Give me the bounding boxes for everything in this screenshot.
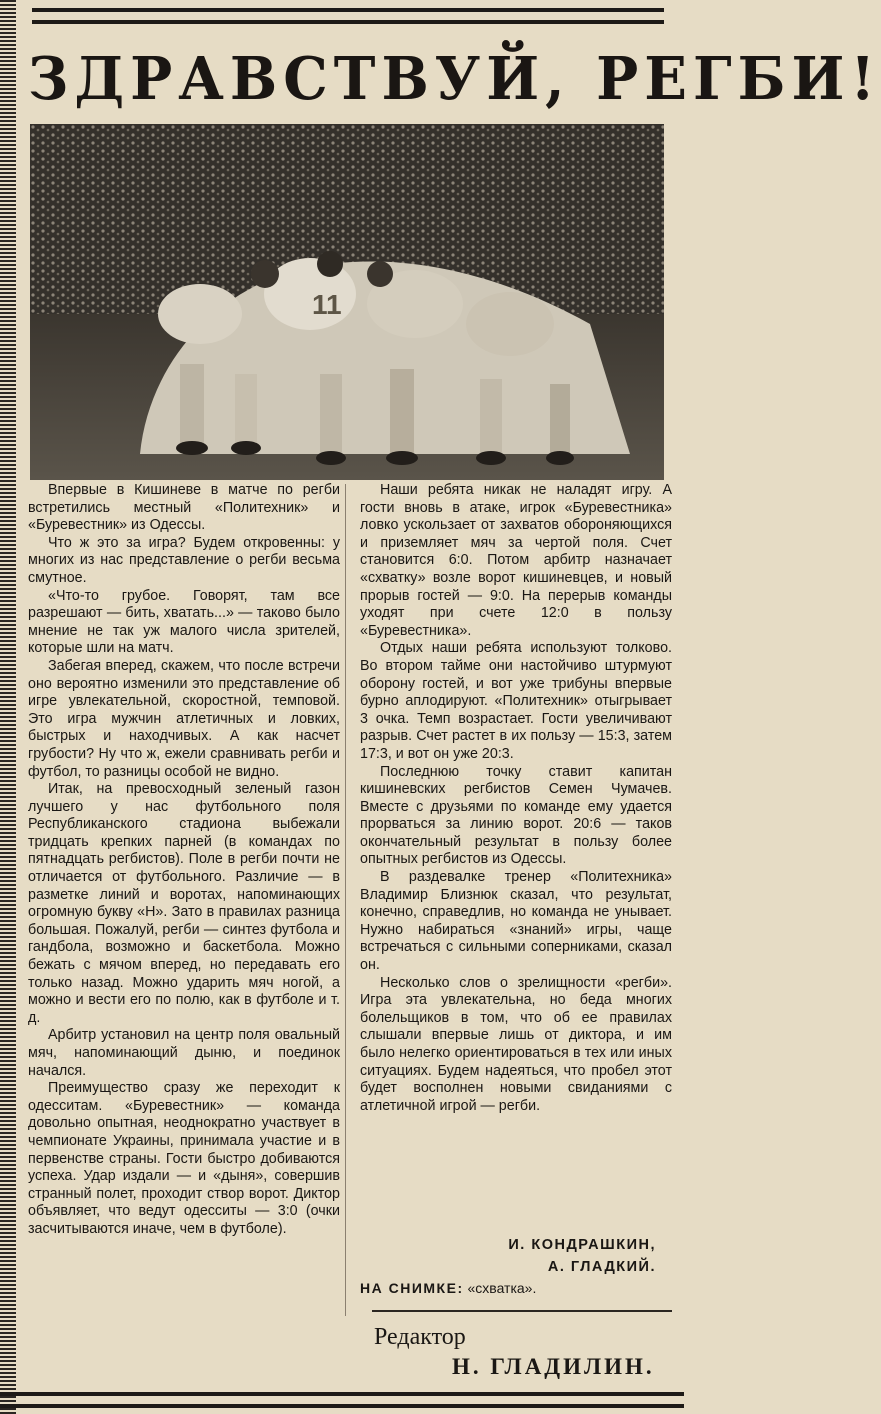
article-photo [30, 124, 664, 480]
caption-rule [372, 1310, 672, 1312]
bottom-rule [0, 1404, 684, 1408]
page-edge [0, 0, 16, 1414]
column-divider [345, 484, 346, 1316]
paragraph: Наши ребята никак не наладят игру. А гости вновь в атаке, игрок «Буревестника» ловко ускользает от захватов обороняющихся и приземляет мяч за чертой поля. Счет становится 6:0. Потом арбитр назначает «схватку» возле ворот кишиневцев, и новый прорыв гостей — 9:0. На перерыв команды уходят при счете 12:0 в пользу «Буревестника». [360, 482, 672, 639]
article-headline: ЗДРАВСТВУЙ, РЕГБИ! [28, 44, 881, 114]
photo-caption [360, 1278, 660, 1298]
editor-title: Редактор [374, 1324, 466, 1350]
top-rule [32, 20, 664, 24]
author-signature [360, 1234, 656, 1278]
svg-text:11: 11 [312, 289, 342, 320]
caption-text: «схватка». [467, 1280, 537, 1296]
paragraph: «Что-то грубое. Говорят, там все разрешают — бить, хватать...» — таково было мнение не так уж малого числа зрителей, которые шли на матч. [28, 587, 340, 657]
author-name: И. КОНДРАШКИН, [508, 1237, 656, 1253]
author-name: А. ГЛАДКИЙ. [547, 1259, 656, 1275]
scrum-photo-illustration [30, 124, 664, 480]
caption-label: НА СНИМКЕ: [360, 1280, 464, 1296]
paragraph: Итак, на превосходный зеленый газон лучшего у нас футбольного поля Республиканского стадиона выбежали тридцать крепких парней (в командах по пятнадцать регбистов). Поле в регби почти не отличается от футбольного. Различие — в разметке линий и воротах, напоминающих огромную букву «Н». Зато в правилах разница большая. Пожалуй, регби — синтез футбола и гандбола, возможно и баскетбола. Можно бежать с мячом вперед, но передавать его только назад. Можно ударить мяч ногой, а можно и вести его по полю, как в футболе и т. д. [28, 781, 340, 1026]
paragraph: Впервые в Кишиневе в матче по регби встретились местный «Политехник» и «Буревестник» из Одессы. [28, 482, 340, 534]
paragraph: Последнюю точку ставит капитан кишиневских регбистов Семен Чумачев. Вместе с друзьями по команде ему удается прорваться за линию ворот. 20:6 — таков окончательный результат в пользу более опытных регбистов из Одессы. [360, 763, 672, 868]
paragraph: Что ж это за игра? Будем откровенны: у многих из нас представление о регби весьма смутное. [28, 534, 340, 586]
top-rule [32, 8, 664, 12]
editor-name: Н. ГЛАДИЛИН. [452, 1354, 655, 1379]
paragraph: Забегая вперед, скажем, что после встречи оно вероятно изменили это представление об игре увлекательной, скоростной, темповой. Это игра мужчин атлетичных и ловких, быстрых и находчивых. А как насчет грубости? Ну что ж, ежели сравнивать регби и футбол, то разницы особой не видно. [28, 657, 340, 780]
bottom-rule [0, 1392, 684, 1396]
paragraph: Отдых наши ребята используют толково. Во втором тайме они настойчиво штурмуют оборону гостей, и вот уже трибуны впервые бурно аплодируют. «Политехник» отыгрывает 3 очка. Темп возрастает. Гости увеличивают разрыв. Счет растет в их пользу — 15:3, затем 17:3, и вот он уже 20:3. [360, 640, 672, 762]
paragraph: Несколько слов о зрелищности «регби». Игра эта увлекательна, но беда многих болельщиков в том, что об ее правилах слышали впервые лишь от диктора, и им было нелегко ориентироваться в тех или иных ситуациях. Будем надеяться, что пробел этот будет восполнен новыми свиданиями с атлетичной игрой — регби. [360, 974, 672, 1114]
article-column-right [360, 482, 672, 1222]
paragraph: Преимущество сразу же переходит к одесситам. «Буревестник» — команда довольно опытная, неоднократно участвует в чемпионате Украины, принимала участие и в первенстве страны. Гости быстро добиваются успеха. Удар издали — и «дыня», совершив странный полет, проходит створ ворот. Диктор объявляет, что ведут одесситы — 3:0 (очки засчитываются иначе, чем в футболе). [28, 1080, 340, 1237]
article-column-left [28, 482, 340, 1360]
paragraph: В раздевалке тренер «Политехника» Владимир Близнюк сказал, что результат, конечно, справедлив, но команда не унывает. Нужно набираться «знаний» игры, чаще встречаться с сильными соперниками, сказал он. [360, 869, 672, 974]
paragraph: Арбитр установил на центр поля овальный мяч, напоминающий дыню, и поединок начался. [28, 1027, 340, 1079]
